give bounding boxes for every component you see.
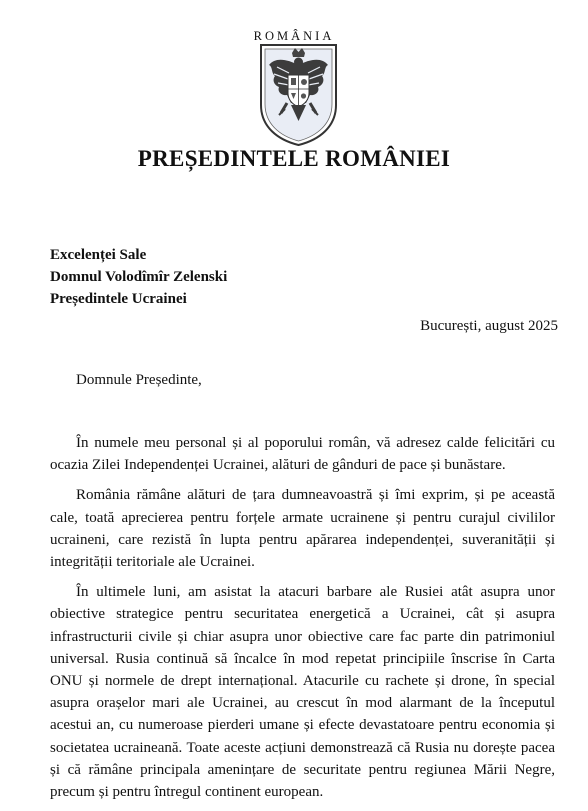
romania-coat-of-arms-icon [257,43,340,147]
paragraph-3: În ultimele luni, am asistat la atacuri barbare ale Rusiei atât asupra unor obiective strategice pentru securitatea energetică a Ucrainei, cât și asupra infrastructurii civile și chiar asupra unor obiective care fac parte din patrimoniul universal. Rusia continuă să încalce în mod repetat principiile înscrise în Carta ONU și normele de drept internațional. Atacurile cu rachete și drone, în special asupra orașelor mari ale Ucrainei, au crescut în mod alarmant de la începutul acestui an, cu numeroase pierderi umane și efecte devastatoare pentru economia și societatea ucraineană. Toate aceste acțiuni demonstrează că Rusia nu dorește pacea și că rămâne principala amenințare de securitate pentru regiunea Mării Negre, precum și pentru întregul continent european. [50,584,555,801]
place-and-date: București, august 2025 [420,318,558,334]
letterhead-title: PREȘEDINTELE ROMÂNIEI [137,146,451,171]
addressee-line-3: Președintele Ucrainei [50,291,187,307]
letterhead-country: ROMÂNIA [253,29,335,43]
paragraph-2: România rămâne alături de țara dumneavoastră și îmi exprim, și pe această cale, toată aprecierea pentru forțele armate ucrainene și pentru curajul civililor ucraineni, care rezistă în lupta pentru apărarea independenței, suveranității și integrității teritoriale ale Ucrainei. [50,487,555,571]
salutation: Domnule Președinte, [76,372,202,388]
addressee-block [50,244,227,310]
addressee-line-2: Domnul Volodîmîr Zelenski [50,269,228,285]
addressee-line-1: Excelenței Sale [50,247,147,263]
paragraph-1: În numele meu personal și al poporului român, vă adresez calde felicitări cu ocazia Zilei Independenței Ucrainei, alături de gânduri de pace și bunăstare. [50,435,555,474]
letter-body [50,432,555,811]
